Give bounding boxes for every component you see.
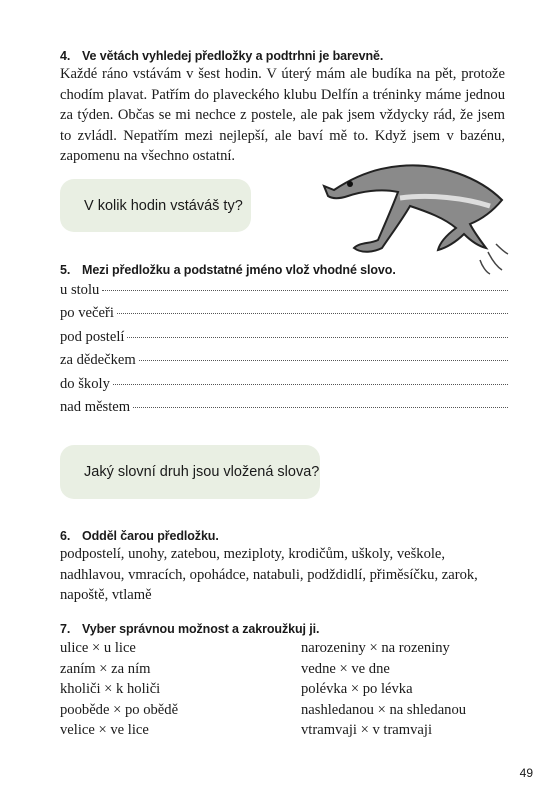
choice-pair[interactable]: velice × ve lice: [60, 722, 149, 738]
fill-row-label: pod postelí: [60, 329, 125, 345]
exercise-title: Mezi předložku a podstatné jméno vlož vhodné slovo.: [82, 263, 396, 277]
fill-row-label: nad městem: [60, 399, 131, 415]
fill-row[interactable]: [60, 329, 508, 351]
question-text: Jaký slovní druh jsou vložená slova?: [84, 464, 320, 480]
choice-pair[interactable]: nashledanou × na shledanou: [301, 701, 467, 718]
choice-column-left: [60, 638, 178, 741]
choice-column-right: [301, 638, 466, 741]
exercise-4-text: Každé ráno vstávám v šest hodin. V úterý mám ale budíka na pět, protože chodím plavat. Patřím do plaveckého klubu Delfín a tréninky máme jednou za týden. Občas se mi nechce z postele, ale pak jsem vždycky rád, že jsem to zvládl. Nepatřím mezi nejlepší, ale baví mě to. Když jsem v bazénu, zapomenu na všechno ostatní.: [60, 66, 505, 164]
choice-pair[interactable]: zaním × za ním: [60, 660, 151, 677]
word-line: nadhlavou, vmracích, opohádce, natabuli, podždidlí, přiměsíčku, zarok,: [60, 566, 478, 583]
word-list: [60, 544, 478, 606]
dolphin-illustration: [320, 148, 510, 278]
exercise-title: Vyber správnou možnost a zakroužkuj ji.: [82, 622, 320, 636]
fill-row-label: do školy: [60, 376, 110, 392]
fill-line[interactable]: [102, 290, 508, 291]
fill-line[interactable]: [139, 360, 508, 361]
fill-line[interactable]: [133, 407, 508, 408]
fill-row[interactable]: [60, 352, 508, 374]
word-line: podpostelí, unohy, zatebou, meziploty, krodičům, uškoly, veškole,: [60, 546, 446, 562]
exercise-5-heading: [60, 263, 396, 277]
fill-row[interactable]: [60, 376, 508, 398]
exercise-7-heading: [60, 622, 319, 636]
choice-pair[interactable]: vtramvaji × v tramvaji: [301, 722, 433, 738]
fill-line[interactable]: [117, 313, 508, 314]
word-line: napoště, vtlamě: [60, 587, 152, 603]
question-text: V kolik hodin vstáváš ty?: [84, 197, 243, 214]
exercise-4-heading: [60, 49, 383, 63]
fill-row-label: za dědečkem: [60, 352, 136, 368]
choice-pair[interactable]: polévka × po lévka: [301, 681, 413, 697]
fill-line[interactable]: [127, 337, 508, 338]
exercise-number: 7.: [60, 622, 71, 636]
fill-line[interactable]: [113, 384, 508, 385]
exercise-title: Odděl čarou předložku.: [82, 529, 219, 543]
choice-pair[interactable]: ulice × u lice: [60, 640, 136, 656]
fill-row[interactable]: [60, 305, 508, 327]
fill-row[interactable]: [60, 399, 508, 421]
fill-row-label: po večeři: [60, 305, 114, 321]
choice-pair[interactable]: vedne × ve dne: [301, 660, 390, 677]
exercise-number: 6.: [60, 529, 71, 543]
question-bubble-1: [60, 179, 251, 232]
choice-pair[interactable]: pooběde × po obědě: [60, 701, 179, 718]
exercise-number: 5.: [60, 263, 71, 277]
exercise-number: 4.: [60, 49, 71, 63]
page-number: 49: [519, 766, 533, 780]
fill-row[interactable]: [60, 282, 508, 304]
exercise-title: Ve větách vyhledej předložky a podtrhni je barevně.: [82, 49, 384, 63]
choice-pair[interactable]: narozeniny × na rozeniny: [301, 640, 450, 656]
exercise-6-heading: [60, 529, 219, 543]
question-bubble-2: [60, 445, 320, 499]
choice-pair[interactable]: kholiči × k holiči: [60, 681, 161, 697]
fill-row-label: u stolu: [60, 282, 100, 298]
